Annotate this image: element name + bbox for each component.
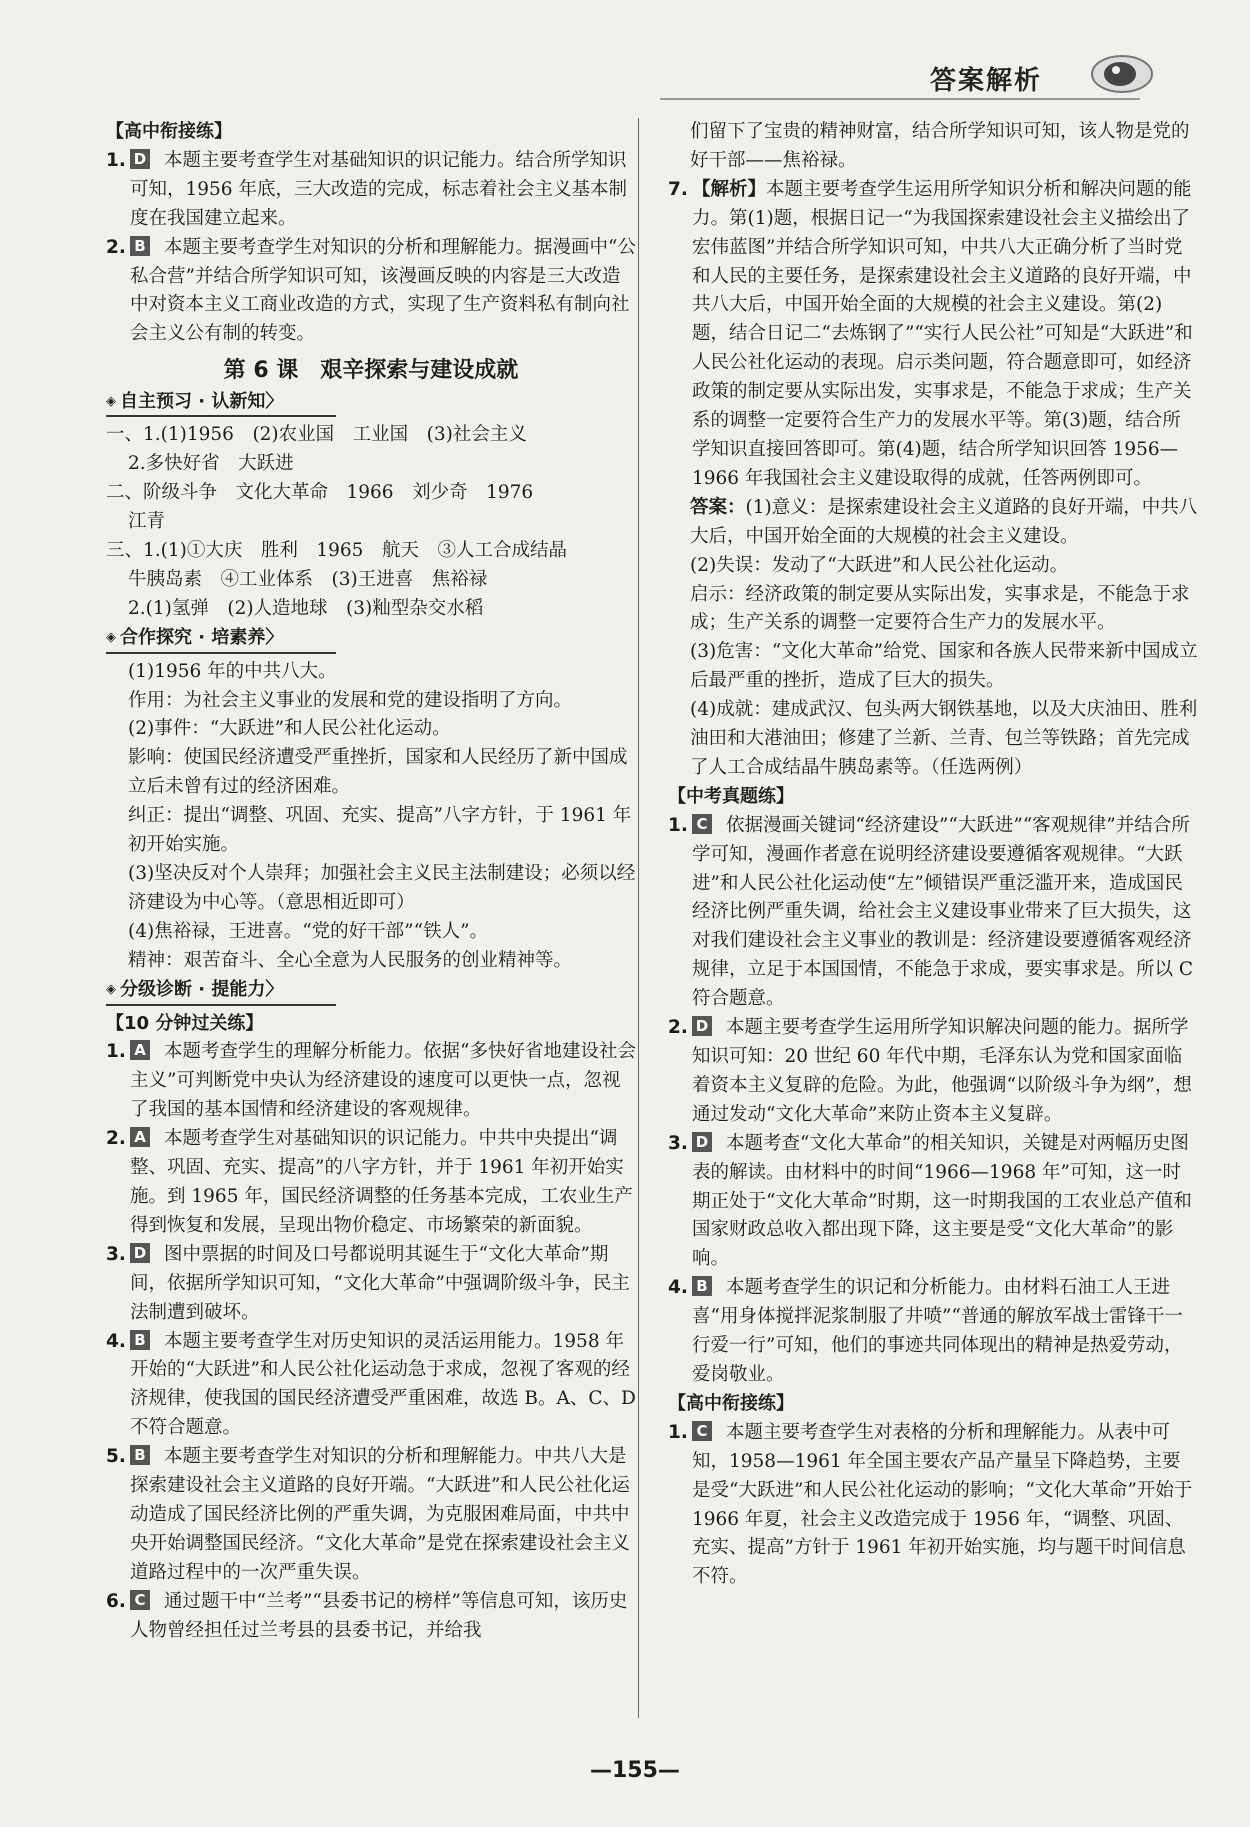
question-list bbox=[668, 812, 1198, 1390]
question-body bbox=[130, 234, 636, 350]
question-text: 本题考查学生的识记和分析能力。由材料石油工人王进喜“用身体搅拌泥浆制服了井喷”“普通的解放军战士雷锋干一行爱一行”可知，他们的事迹共同体现出的精神是热爱劳动，爱岗敬业。 bbox=[692, 1277, 1183, 1385]
answer-line: 一、1.(1)1956 (2)农业国 工业国 (3)社会主义 bbox=[106, 424, 527, 446]
section-bar-label: 自主预习 · 认新知 bbox=[120, 390, 266, 412]
answer-choice-badge: D bbox=[692, 1132, 712, 1152]
section-bar-coop bbox=[106, 626, 336, 654]
answer-block bbox=[668, 494, 1198, 783]
question-number: 2. bbox=[106, 1128, 126, 1150]
answer-line: 作用：为社会主义事业的发展和党的建设指明了方向。 bbox=[128, 689, 573, 711]
answer-line: (2)事件：“大跃进”和人民公社化运动。 bbox=[128, 718, 451, 740]
answer-line: 牛胰岛素 ④工业体系 (3)王进喜 焦裕禄 bbox=[128, 568, 488, 590]
answer-line: 影响：使国民经济遭受严重挫折，国家和人民经历了新中国成立后未曾有过的经济困难。 bbox=[128, 747, 628, 798]
question-body bbox=[130, 1038, 636, 1125]
question-body bbox=[130, 1588, 636, 1646]
answer-line: 三、1.(1)①大庆 胜利 1965 航天 ③人工合成结晶 bbox=[106, 539, 567, 561]
question-text: 本题主要考查学生对历史知识的灵活运用能力。1958 年开始的“大跃进”和人民公社化运动急于求成，忽视了客观的经济规律，使我国的国民经济遭受严重困难，故选 B。A、C、D 不符合题意。 bbox=[130, 1330, 636, 1439]
question-list bbox=[106, 147, 636, 349]
diamond-icon: ◈ bbox=[106, 982, 116, 998]
answer-choice-badge: C bbox=[130, 1590, 150, 1610]
answer-line: (3)坚决反对个人崇拜；加强社会主义民主法制建设；必须以经济建设为中心等。（意思相近即可） bbox=[128, 862, 636, 913]
right-column bbox=[668, 118, 1198, 1592]
page-number: —155— bbox=[590, 1758, 680, 1783]
answer-choice-badge: B bbox=[130, 1330, 150, 1350]
answer-line: 启示：经济政策的制定要从实际出发，实事求是，不能急于求成；生产关系的调整一定要符合生产力的发展水平。 bbox=[690, 583, 1190, 634]
question-item bbox=[106, 1241, 636, 1328]
answer-line: (4)成就：建成武汉、包头两大钢铁基地，以及大庆油田、胜利油田和大港油田；修建了兰新、兰青、包兰等铁路；首先完成了人工合成结晶牛胰岛素等。（任选两例） bbox=[690, 699, 1198, 778]
analysis-label: 【解析】 bbox=[692, 178, 767, 200]
answer-line: (1)意义：是探索建设社会主义道路的良好开端，中共八大后，中国开始全面的大规模的社会主义建设。 bbox=[690, 496, 1198, 547]
question-number: 2. bbox=[106, 236, 126, 258]
question-item bbox=[668, 1274, 1198, 1390]
chevron-icon: 〉 bbox=[265, 627, 284, 649]
question-item bbox=[668, 1130, 1198, 1275]
continued-text: 们留下了宝贵的精神财富，结合所学知识可知，该人物是党的好干部——焦裕禄。 bbox=[690, 121, 1190, 171]
diamond-icon: ◈ bbox=[106, 393, 116, 409]
answer-choice-badge: B bbox=[130, 1445, 150, 1465]
page-header bbox=[0, 0, 1250, 110]
section-title: 【高中衔接练】 bbox=[668, 1392, 794, 1414]
question-item bbox=[106, 1328, 636, 1444]
question-item bbox=[668, 1419, 1198, 1592]
eye-logo-icon bbox=[1090, 52, 1154, 96]
answer-choice-badge: B bbox=[692, 1276, 712, 1296]
column-divider bbox=[638, 118, 639, 1718]
question-body bbox=[130, 1241, 636, 1328]
section-bar-preview bbox=[106, 389, 336, 417]
answer-line: 2.多快好省 大跃进 bbox=[128, 453, 294, 475]
lesson-title: 第 6 课 艰辛探索与建设成就 bbox=[223, 358, 519, 384]
answer-choice-badge: D bbox=[130, 149, 150, 169]
answer-choice-badge: B bbox=[130, 236, 150, 256]
answer-label: 答案： bbox=[690, 496, 746, 518]
answer-line: 二、阶级斗争 文化大革命 1966 刘少奇 1976 bbox=[106, 482, 534, 504]
answer-choice-badge: C bbox=[692, 814, 712, 834]
header-rule bbox=[660, 98, 1140, 100]
question-text: 本题主要考查学生对表格的分析和理解能力。从表中可知，1958—1961 年全国主要农产品产量呈下降趋势，主要是受“大跃进”和人民公社化运动的影响；“文化大革命”开始于 1966 年夏，社会主义改造完成于 1956 年，“调整、巩固、充实、提高”方针于 1961 年初开始实施，均与题干时间信息不符。 bbox=[692, 1421, 1193, 1588]
question-body bbox=[692, 176, 1198, 494]
question-item bbox=[106, 1038, 636, 1125]
answer-line: 纠正：提出“调整、巩固、充实、提高”八字方针，于 1961 年初开始实施。 bbox=[128, 805, 632, 856]
question-item bbox=[106, 234, 636, 350]
question-body bbox=[130, 1125, 636, 1241]
section-title: 【10 分钟过关练】 bbox=[106, 1012, 264, 1034]
question-text: 通过题干中“兰考”“县委书记的榜样”等信息可知，该历史人物曾经担任过兰考县的县委书记，并给我 bbox=[130, 1590, 628, 1641]
diamond-icon: ◈ bbox=[106, 630, 116, 646]
question-item bbox=[106, 1443, 636, 1588]
answer-choice-badge: A bbox=[130, 1127, 150, 1147]
question-number: 3. bbox=[668, 1132, 688, 1154]
question-text: 本题考查学生对基础知识的识记能力。中共中央提出“调整、巩固、充实、提高”的八字方针，并于 1961 年初开始实施。到 1965 年，国民经济调整的任务基本完成，工农业生产得到恢复和发展，呈现出物价稳定、市场繁荣的新面貌。 bbox=[130, 1128, 633, 1236]
question-text: 本题主要考查学生对知识的分析和理解能力。中共八大是探索建设社会主义道路的良好开端。“大跃进”和人民公社化运动造成了国民经济比例的严重失调，为克服困难局面，中共中央开始调整国民经济。“文化大革命”是党在探索建设社会主义道路过程中的一次严重失误。 bbox=[130, 1446, 630, 1583]
answer-line: (4)焦裕禄，王进喜。“党的好干部”“铁人”。 bbox=[128, 920, 489, 942]
answer-choice-badge: D bbox=[692, 1016, 712, 1036]
question-item bbox=[668, 176, 1198, 494]
answer-line: (2)失误：发动了“大跃进”和人民公社化运动。 bbox=[690, 554, 1069, 576]
question-number: 1. bbox=[106, 149, 126, 171]
preview-answers bbox=[106, 421, 636, 623]
question-item bbox=[106, 147, 636, 234]
section-title: 【中考真题练】 bbox=[668, 785, 794, 807]
question-number: 2. bbox=[668, 1017, 688, 1039]
question-text: 依据漫画关键词“经济建设”“大跃进”“客观规律”并结合所学可知，漫画作者意在说明经济建设要遵循客观规律。“大跃进”和人民公社化运动使“左”倾错误严重泛滥开来，造成国民经济比例严重失调，给社会主义建设事业带来了巨大损失，这对我们建设社会主义事业的教训是：经济建设要遵循客观经济规律，立足于本国国情，不能急于求成，要实事求是。所以 C 符合题意。 bbox=[692, 814, 1194, 1010]
section-bar-label: 分级诊断 · 提能力 bbox=[120, 979, 266, 1001]
question-item bbox=[668, 1014, 1198, 1130]
question-text: 本题主要考查学生对基础知识的识记能力。结合所学知识可知，1956 年底，三大改造的完成，标志着社会主义基本制度在我国建立起来。 bbox=[130, 149, 627, 229]
question-number: 1. bbox=[106, 1041, 126, 1063]
question-body bbox=[692, 1419, 1198, 1592]
left-column bbox=[106, 118, 636, 1646]
answer-line: 2.(1)氢弹 (2)人造地球 (3)籼型杂交水稻 bbox=[128, 597, 484, 619]
question-body bbox=[130, 1443, 636, 1588]
question-body bbox=[130, 147, 636, 234]
question-text: 本题主要考查学生运用所学知识解决问题的能力。据所学知识可知：20 世纪 60 年代中期，毛泽东认为党和国家面临着资本主义复辟的危险。为此，他强调“以阶级斗争为纲”，想通过发动“文化大革命”来防止资本主义复辟。 bbox=[692, 1017, 1192, 1125]
answer-line: (1)1956 年的中共八大。 bbox=[128, 660, 337, 682]
answer-choice-badge: C bbox=[692, 1421, 712, 1441]
question-body bbox=[130, 1328, 636, 1444]
chevron-icon: 〉 bbox=[265, 979, 284, 1001]
answer-choice-badge: D bbox=[130, 1243, 150, 1263]
answer-line: (3)危害：“文化大革命”给党、国家和各族人民带来新中国成立后最严重的挫折，造成了巨大的损失。 bbox=[690, 641, 1198, 692]
question-text: 本题主要考查学生对知识的分析和理解能力。据漫画中“公私合营”并结合所学知识可知，该漫画反映的内容是三大改造中对资本主义工商业改造的方式，实现了生产资料私有制向社会主义公有制的转变。 bbox=[130, 236, 636, 345]
question-number: 7. bbox=[668, 178, 688, 200]
coop-answers bbox=[106, 658, 636, 976]
section-title: 【高中衔接练】 bbox=[106, 121, 232, 142]
analysis-text: 本题主要考查学生运用所学知识分析和解决问题的能力。第(1)题，根据日记一“为我国探索建设社会主义描绘出了宏伟蓝图”并结合所学知识可知，中共八大正确分析了当时党和人民的主要任务，是探索建设社会主义道路的良好开端，中共八大后，中国开始全面的大规模的社会主义建设。第(2)题，结合日记二“去炼钢了”“实行人民公社”可知是“大跃进”和人民公社化运动的表现。启示类问题，符合题意即可，如经济政策的制定要从实际出发，实事求是，不能急于求成；生产关系的调整一定要符合生产力的发展水平等。第(3)题，结合所学知识直接回答即可。第(4)题，结合所学知识回答 1956—1966 年我国社会主义建设取得的成就，任答两例即可。 bbox=[692, 178, 1193, 489]
question-text: 本题考查“文化大革命”的相关知识，关键是对两幅历史图表的解读。由材料中的时间“1966—1968 年”可知，这一时期正处于“文化大革命”时期，这一时期我国的工农业总产值和国家财政总收入都出现下降，这主要是受“文化大革命”的影响。 bbox=[692, 1132, 1192, 1270]
question-number: 4. bbox=[668, 1277, 688, 1299]
question-item bbox=[106, 1588, 636, 1646]
answer-choice-badge: A bbox=[130, 1040, 150, 1060]
question-number: 5. bbox=[106, 1446, 126, 1468]
section-bar-diagnose bbox=[106, 978, 336, 1006]
question-text: 图中票据的时间及口号都说明其诞生于“文化大革命”期间，依据所学知识可知，“文化大革命”中强调阶级斗争，民主法制遭到破坏。 bbox=[130, 1243, 630, 1323]
header-title: 答案解析 bbox=[930, 66, 1043, 96]
question-number: 6. bbox=[106, 1590, 126, 1612]
question-list bbox=[106, 1038, 636, 1645]
question-number: 1. bbox=[668, 1421, 688, 1443]
answer-line: 精神：艰苦奋斗、全心全意为人民服务的创业精神等。 bbox=[128, 949, 573, 971]
answer-line: 江青 bbox=[128, 510, 166, 532]
question-body bbox=[692, 812, 1198, 1014]
question-number: 3. bbox=[106, 1243, 126, 1265]
question-body bbox=[692, 1014, 1198, 1130]
question-number: 4. bbox=[106, 1330, 126, 1352]
question-number: 1. bbox=[668, 814, 688, 836]
question-body bbox=[692, 1130, 1198, 1275]
question-body bbox=[692, 1274, 1198, 1390]
question-text: 本题考查学生的理解分析能力。依据“多快好省地建设社会主义”可判断党中央认为经济建设的速度可以更快一点，忽视了我国的基本国情和经济建设的客观规律。 bbox=[130, 1041, 636, 1121]
question-item bbox=[668, 812, 1198, 1014]
question-item bbox=[106, 1125, 636, 1241]
section-bar-label: 合作探究 · 培素养 bbox=[120, 627, 266, 649]
question-list bbox=[668, 1419, 1198, 1592]
chevron-icon: 〉 bbox=[265, 390, 284, 412]
